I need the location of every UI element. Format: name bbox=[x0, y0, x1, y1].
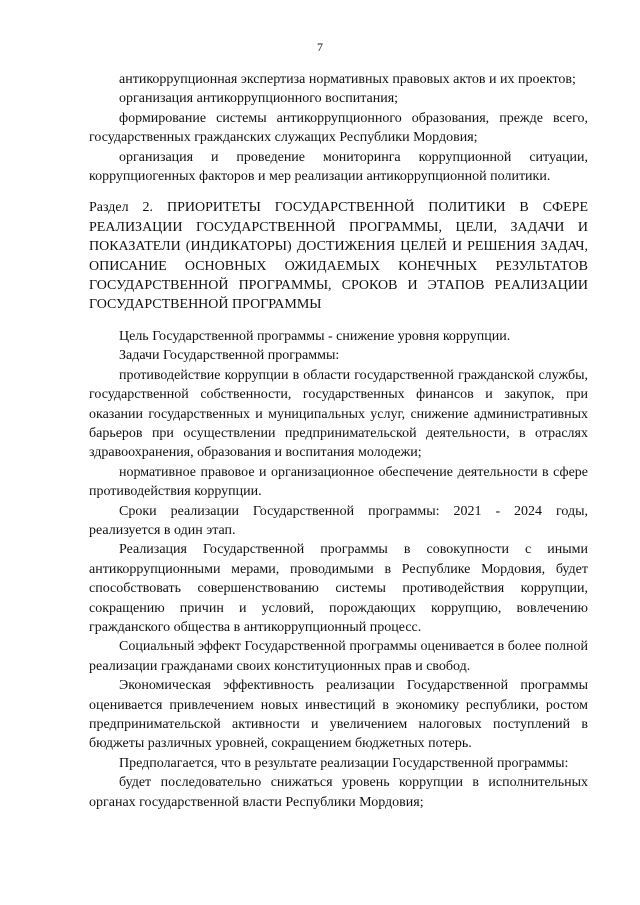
page-number: 7 bbox=[317, 40, 323, 54]
paragraph: будет последовательно снижаться уровень коррупции в исполнительных органах государственной власти Республики Мордовия; bbox=[89, 775, 588, 810]
paragraph: Реализация Государственной программы в совокупности с иными антикоррупционными мерами, проводимыми в Республике Мордовия, будет способствовать совершенствованию системы противодействия коррупции, сокращению причин и условий, порождающих коррупцию, вовлечению гражданского общества в антикоррупционный процесс. bbox=[89, 542, 588, 635]
paragraph: Экономическая эффективность реализации Государственной программы оценивается привлечением новых инвестиций в экономику республики, ростом предпринимательской активности и увеличением налоговых поступлений в бюджеты различных уровней, сокращением бюджетных потерь. bbox=[89, 678, 588, 752]
paragraph: антикоррупционная экспертиза нормативных правовых актов и их проектов; bbox=[119, 72, 576, 87]
paragraph: организация и проведение мониторинга коррупционной ситуации, коррупциогенных факторов и мер реализации антикоррупционной политики. bbox=[89, 149, 588, 185]
paragraph: Предполагается, что в результате реализации Государственной программы: bbox=[119, 755, 569, 771]
paragraph: противодействие коррупции в области государственной гражданской службы, государственной собственности, государственных финансов и закупок, при оказании государственных и муниципальных услуг, снижение административных барьеров при осуществлении предпринимательской деятельности, в отраслях здравоохранения, образования и воспитания молодежи; bbox=[89, 367, 588, 461]
paragraph: Сроки реализации Государственной программы: 2021 - 2024 годы, реализуется в один этап. bbox=[89, 503, 588, 538]
paragraph: Задачи Государственной программы: bbox=[119, 348, 340, 364]
paragraph: Социальный эффект Государственной программы оценивается в более полной реализации гражданами своих конституционных прав и свобод. bbox=[89, 639, 588, 674]
section-heading: Раздел 2. ПРИОРИТЕТЫ ГОСУДАРСТВЕННОЙ ПОЛИТИКИ В СФЕРЕ РЕАЛИЗАЦИИ ГОСУДАРСТВЕННОЙ ПРОГРАММЫ, ЦЕЛИ, ЗАДАЧИ И ПОКАЗАТЕЛИ (ИНДИКАТОРЫ) ДОСТИЖЕНИЯ ЦЕЛЕЙ И РЕШЕНИЯ ЗАДАЧ, ОПИСАНИЕ ОСНОВНЫХ ОЖИДАЕМЫХ КОНЕЧНЫХ РЕЗУЛЬТАТОВ ГОСУДАРСТВЕННОЙ ПРОГРАММЫ, СРОКОВ И ЭТАПОВ РЕАЛИЗАЦИИ ГОСУДАРСТВЕННОЙ ПРОГРАММЫ bbox=[89, 200, 588, 313]
paragraph: Цель Государственной программы - снижение уровня коррупции. bbox=[119, 328, 511, 344]
paragraph: организация антикоррупционного воспитания; bbox=[119, 91, 399, 107]
paragraph: формирование системы антикоррупционного образования, прежде всего, государственных гражданских служащих Республики Мордовия; bbox=[89, 110, 588, 146]
paragraph: нормативное правовое и организационное обеспечение деятельности в сфере противодействия коррупции. bbox=[89, 464, 588, 500]
document-body bbox=[89, 70, 588, 812]
